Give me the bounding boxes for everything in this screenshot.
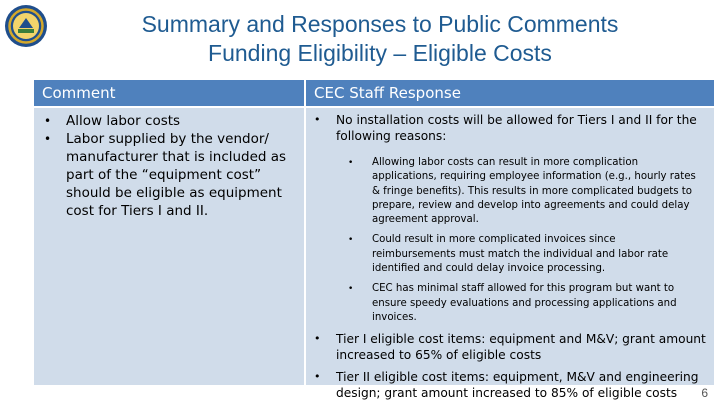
- bullet-icon: •: [348, 235, 354, 246]
- response-text: No installation costs will be allowed for Tiers I and II for the following reasons:: [336, 113, 697, 143]
- response-item: [306, 331, 714, 363]
- reason-item: [336, 233, 706, 276]
- agency-seal-logo: [4, 4, 48, 48]
- comment-column-header: Comment: [34, 80, 304, 106]
- comment-cell: [34, 108, 304, 385]
- response-list: [306, 112, 714, 401]
- comment-text: Labor supplied by the vendor/ manufacturer that is included as part of the “equipment cost” should be eligible as equipment cost for Tiers I and II.: [66, 131, 287, 219]
- bullet-icon: •: [348, 284, 354, 295]
- response-item: [306, 112, 714, 325]
- response-item: [306, 369, 714, 401]
- slide-title-line2: Funding Eligibility – Eligible Costs: [208, 40, 552, 66]
- slide-title: [60, 10, 700, 68]
- reason-text: Allowing labor costs can result in more complication applications, requiring employee information (e.g., hourly rates & fringe benefits). This results in more complicated budgets to prepare, review and develop into agreements and could delay agreement approval.: [372, 157, 696, 226]
- response-column-header: CEC Staff Response: [306, 80, 714, 106]
- response-text: Tier I eligible cost items: equipment and M&V; grant amount increased to 65% of eligible costs: [336, 332, 706, 363]
- reasons-list: [336, 156, 706, 325]
- reason-item: [336, 156, 706, 227]
- comment-list: [34, 112, 304, 220]
- bullet-icon: •: [44, 114, 52, 128]
- page-number: 6: [701, 386, 708, 400]
- comment-text: Allow labor costs: [66, 113, 181, 129]
- slide-title-line1: Summary and Responses to Public Comments: [141, 11, 619, 37]
- comment-item: [34, 112, 304, 130]
- reason-text: CEC has minimal staff allowed for this program but want to ensure speedy evaluations and processing applications and invoices.: [372, 283, 677, 323]
- reason-item: [336, 282, 706, 325]
- response-text: Tier II eligible cost items: equipment, M&V and engineering design; grant amount increased to 85% of eligible costs: [336, 370, 699, 401]
- comment-item: [34, 130, 304, 220]
- reason-text: Could result in more complicated invoices since reimbursements must match the individual and labor rate identified and could delay invoice processing.: [372, 234, 669, 275]
- bullet-icon: •: [348, 158, 354, 168]
- bullet-icon: •: [314, 332, 321, 346]
- comments-table: [34, 80, 714, 401]
- bullet-icon: •: [314, 370, 321, 384]
- bullet-icon: •: [314, 113, 321, 126]
- bullet-icon: •: [44, 132, 52, 146]
- response-cell: [306, 108, 714, 401]
